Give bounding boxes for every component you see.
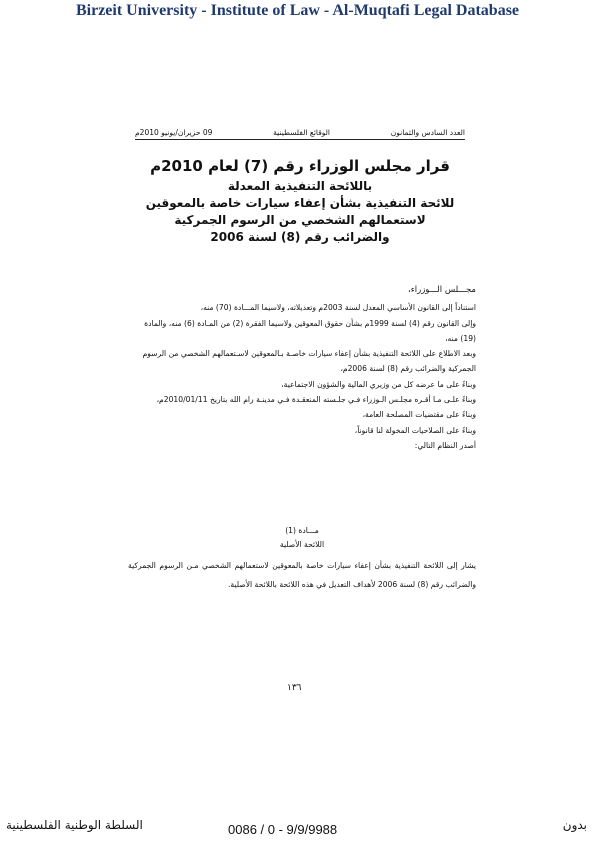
title-line: والضرائب رقم (8) لسنة 2006 (210, 230, 390, 244)
preamble-paragraph: وإلى القانون رقم (4) لسنة 1999م بشأن حقوق المعوقين ولاسيما الفقرة (2) من المـادة (6) منه، والمادة (19) منه، (144, 318, 476, 343)
decision-title (100, 157, 500, 246)
database-banner: Birzeit University - Institute of Law - Al-Muqtafi Legal Database (75, 2, 520, 19)
preamble-paragraph: وبعد الاطلاع على اللائحة التنفيذية بشأن إعفاء سيارات خاصـة بـالمعوقين لاسـتعمالهم الشخصي من الرسوم الجمركية والضرائب رقم (8) لسنة 2006م، (142, 349, 476, 374)
preamble-paragraph: وبناءً على ما عرضه كل من وزيري المالية والشؤون الاجتماعية، (281, 379, 476, 389)
title-line: لاستعمالهم الشخصي من الرسوم الجمركية (174, 213, 426, 227)
article-text: يشار إلى اللائحة التنفيذية بشأن إعفاء سيارات خاصة بالمعوقين لاستعمالهم الشخصي مـن الرسوم الجمركية والضرائب رقم (8) لسنة 2006 لأهداف التعديل في هذه اللائحة باللائحة الأصلية. (128, 561, 476, 589)
page-number: ١٣٦ (287, 683, 302, 693)
footer-authority: السلطة الوطنية الفلسطينية (6, 818, 143, 832)
footer-reference: 0086 / 0 - 9/9/9988 (228, 822, 338, 837)
gazette-name: الوقائع الفلسطينية (273, 128, 331, 137)
article-subheading: اللائحة الأصلية (279, 540, 325, 549)
preamble-paragraph: وبناءً علـى مـا أقـره مجلـس الـوزراء فـي جلـسته المنعقـدة فـي مدينـة رام الله بتاريخ 2010/01/11م، (156, 395, 476, 405)
preamble-paragraph: وبناءً على مقتضيات المصلحة العامة، (362, 410, 476, 420)
gazette-header (135, 128, 465, 140)
preamble (128, 283, 476, 453)
title-line: باللائحة التنفيذية المعدلة (227, 179, 373, 193)
preamble-paragraph: استناداً إلى القانون الأساسي المعدل لسنة 2003م وتعديلاته، ولاسيما المـــادة (70) منه، (200, 303, 476, 313)
preamble-paragraph: وبناءً على الصلاحيات المخولة لنا قانوناً، (354, 425, 476, 435)
gazette-date: 09 حزيران/يونيو 2010م (135, 128, 213, 137)
article-1 (128, 524, 476, 594)
preamble-paragraph: أصدر النظام التالي: (414, 440, 476, 450)
gazette-issue: العدد السادس والثمانون (390, 128, 465, 137)
footer-note: بدون (562, 818, 587, 832)
council-heading: مجـــلس الـــوزراء، (408, 285, 476, 295)
title-line: للائحة التنفيذية بشأن إعفاء سيارات خاصة بالمعوقين (145, 196, 455, 210)
article-heading: مـــادة (1) (285, 526, 319, 535)
decision-title-main: قرار مجلس الوزراء رقم (7) لعام 2010م (150, 157, 450, 175)
